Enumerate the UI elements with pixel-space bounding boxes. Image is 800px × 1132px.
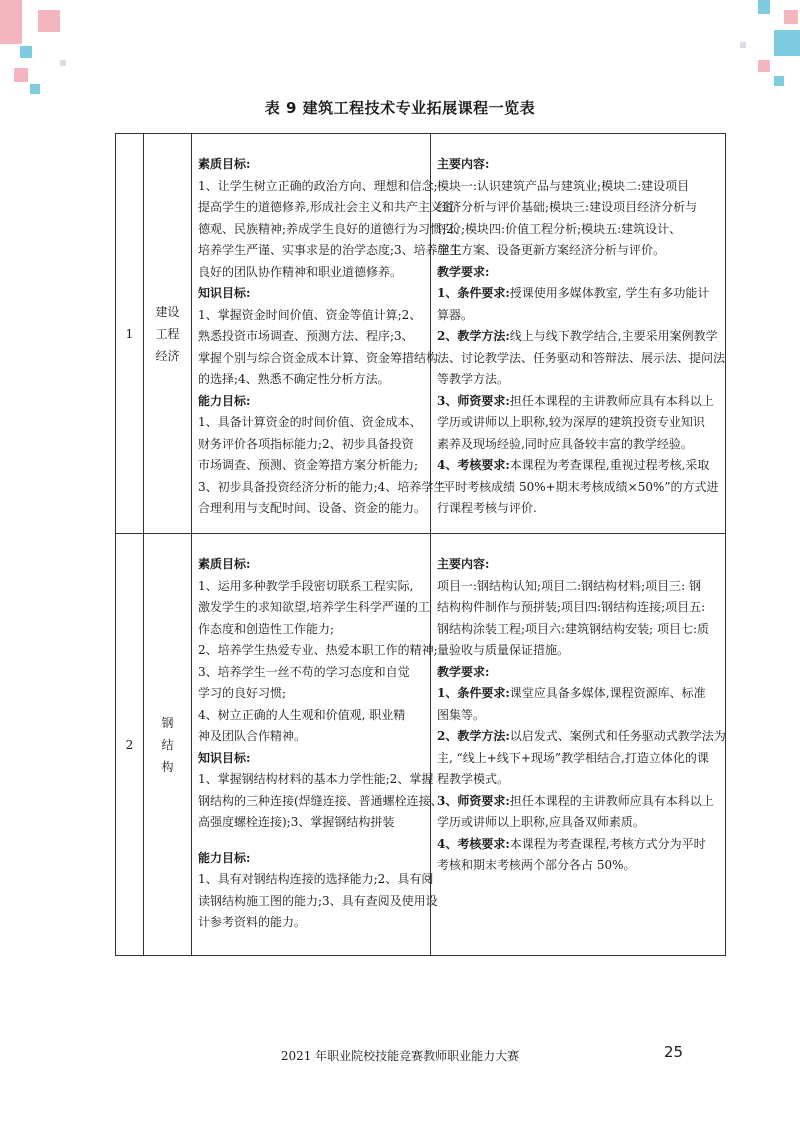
course-content: 主要内容: 项目一:钢结构认知;项目二:钢结构材料;项目三: 钢 结构构件制作与预拼装;项目四:钢结构连接;项目五: 钢结构涂装工程;项目六:建筑钢结构安装; 项目七:质 量验收与质量保证措施。 教学要求: 1、条件要求:课堂应具备多媒体,课程资源库、标准 图集等。 2、教学方法:以启发式、案例式和任务驱动式教学法为 主, “线上+线下+现场”教学相结合,打造立体化的课 程教学模式。 3、师资要求:担任本课程的主讲教师应具有本科以上 学历或讲师以上职称,应具备双师素质。 4、考核要求:本课程为考查课程,考核方式分为平时 考核和期末考核两个部分各占 50%。 [431, 534, 726, 956]
page-footer: 2021 年职业院校技能竞赛教师职业能力大赛 [280, 1049, 520, 1063]
quality-goals-heading: 素质目标: [198, 557, 251, 571]
course-content: 主要内容: 模块一:认识建筑产品与建筑业;模块二:建设项目 经济分析与评价基础;模块三:建设项目经济分析与 评价;模块四:价值工程分析;模块五:建筑设计、 施工方案、设备更新方案经济分析与评价。 教学要求: 1、条件要求:授课使用多媒体教室, 学生有多功能计 算器。 2、教学方法:线上与线下教学结合,主要采用案例教学 法、讨论教学法、任务驱动和答辩法、展示法、提问法 等教学方法。 3、师资要求:担任本课程的主讲教师应具有本科以上 学历或讲师以上职称,较为深厚的建筑投资专业知识 素养及现场经验,同时应具备较丰富的教学经验。 4、考核要求:本课程为考查课程,重视过程考核,采取 “平时考核成绩 50%+期末考核成绩×50%”的方式进 行课程考核与评价. [431, 134, 726, 534]
course-name: 钢 结 构 [144, 534, 192, 956]
row-number: 2 [116, 534, 144, 956]
course-goals: 素质目标: 1、让学生树立正确的政治方向、理想和信念; 提高学生的道德修养,形成社会主义和共产主义道 德观、民族精神;养成学生良好的道德行为习惯;2、 培养学生严谨、实事求是的治学态度;3、培养学生 良好的团队协作精神和职业道德修养。 知识目标: 1、掌握资金时间价值、资金等值计算;2、 熟悉投资市场调查、预测方法、程序;3、 掌握个别与综合资金成本计算、资金筹措结构 的选择;4、熟悉不确定性分析方法。 能力目标: 1、具备计算资金的时间价值、资金成本、 财务评价各项指标能力;2、初步具备投资 市场调查、预测、资金筹措方案分析能力; 3、初步具备投资经济分析的能力;4、培养学生 合理利用与支配时间、设备、资金的能力。 [192, 134, 431, 534]
quality-goals-heading: 素质目标: [198, 157, 251, 171]
teaching-requirements-heading: 教学要求: [437, 264, 490, 279]
course-goals: 素质目标: 1、运用多种教学手段密切联系工程实际, 激发学生的求知欲望,培养学生科学严谨的工 作态度和创造性工作能力; 2、培养学生热爱专业、热爱本职工作的精神; 3、培养学生一丝不苟的学习态度和自觉 学习的良好习惯; 4、树立正确的人生观和价值观, 职业精 神及团队合作精神。 知识目标: 1、掌握钢结构材料的基本力学性能;2、掌握 钢结构的三种连接(焊缝连接、普通螺栓连接、 高强度螺栓连接);3、掌握钢结构拼装 能力目标: 1、具有对钢结构连接的选择能力;2、具有阅 读钢结构施工图的能力;3、具有查阅及使用设 计参考资料的能力。 [192, 534, 431, 956]
table-row [116, 534, 726, 956]
knowledge-goals-heading: 知识目标: [198, 750, 251, 765]
ability-goals-heading: 能力目标: [198, 393, 251, 408]
corner-decoration-right [710, 0, 800, 100]
table-title: 表 9 建筑工程技术专业拓展课程一览表 [264, 99, 536, 117]
table-row [116, 134, 726, 534]
ability-goals-heading: 能力目标: [198, 850, 251, 865]
course-table [115, 133, 726, 956]
course-name: 建设 工程 经济 [144, 134, 192, 534]
corner-decoration-left [0, 0, 90, 100]
teaching-requirements-heading: 教学要求: [437, 664, 490, 679]
main-content-heading: 主要内容: [437, 557, 490, 571]
row-number: 1 [116, 134, 144, 534]
page-number: 25 [664, 1043, 684, 1061]
main-content-heading: 主要内容: [437, 157, 490, 171]
knowledge-goals-heading: 知识目标: [198, 286, 251, 300]
